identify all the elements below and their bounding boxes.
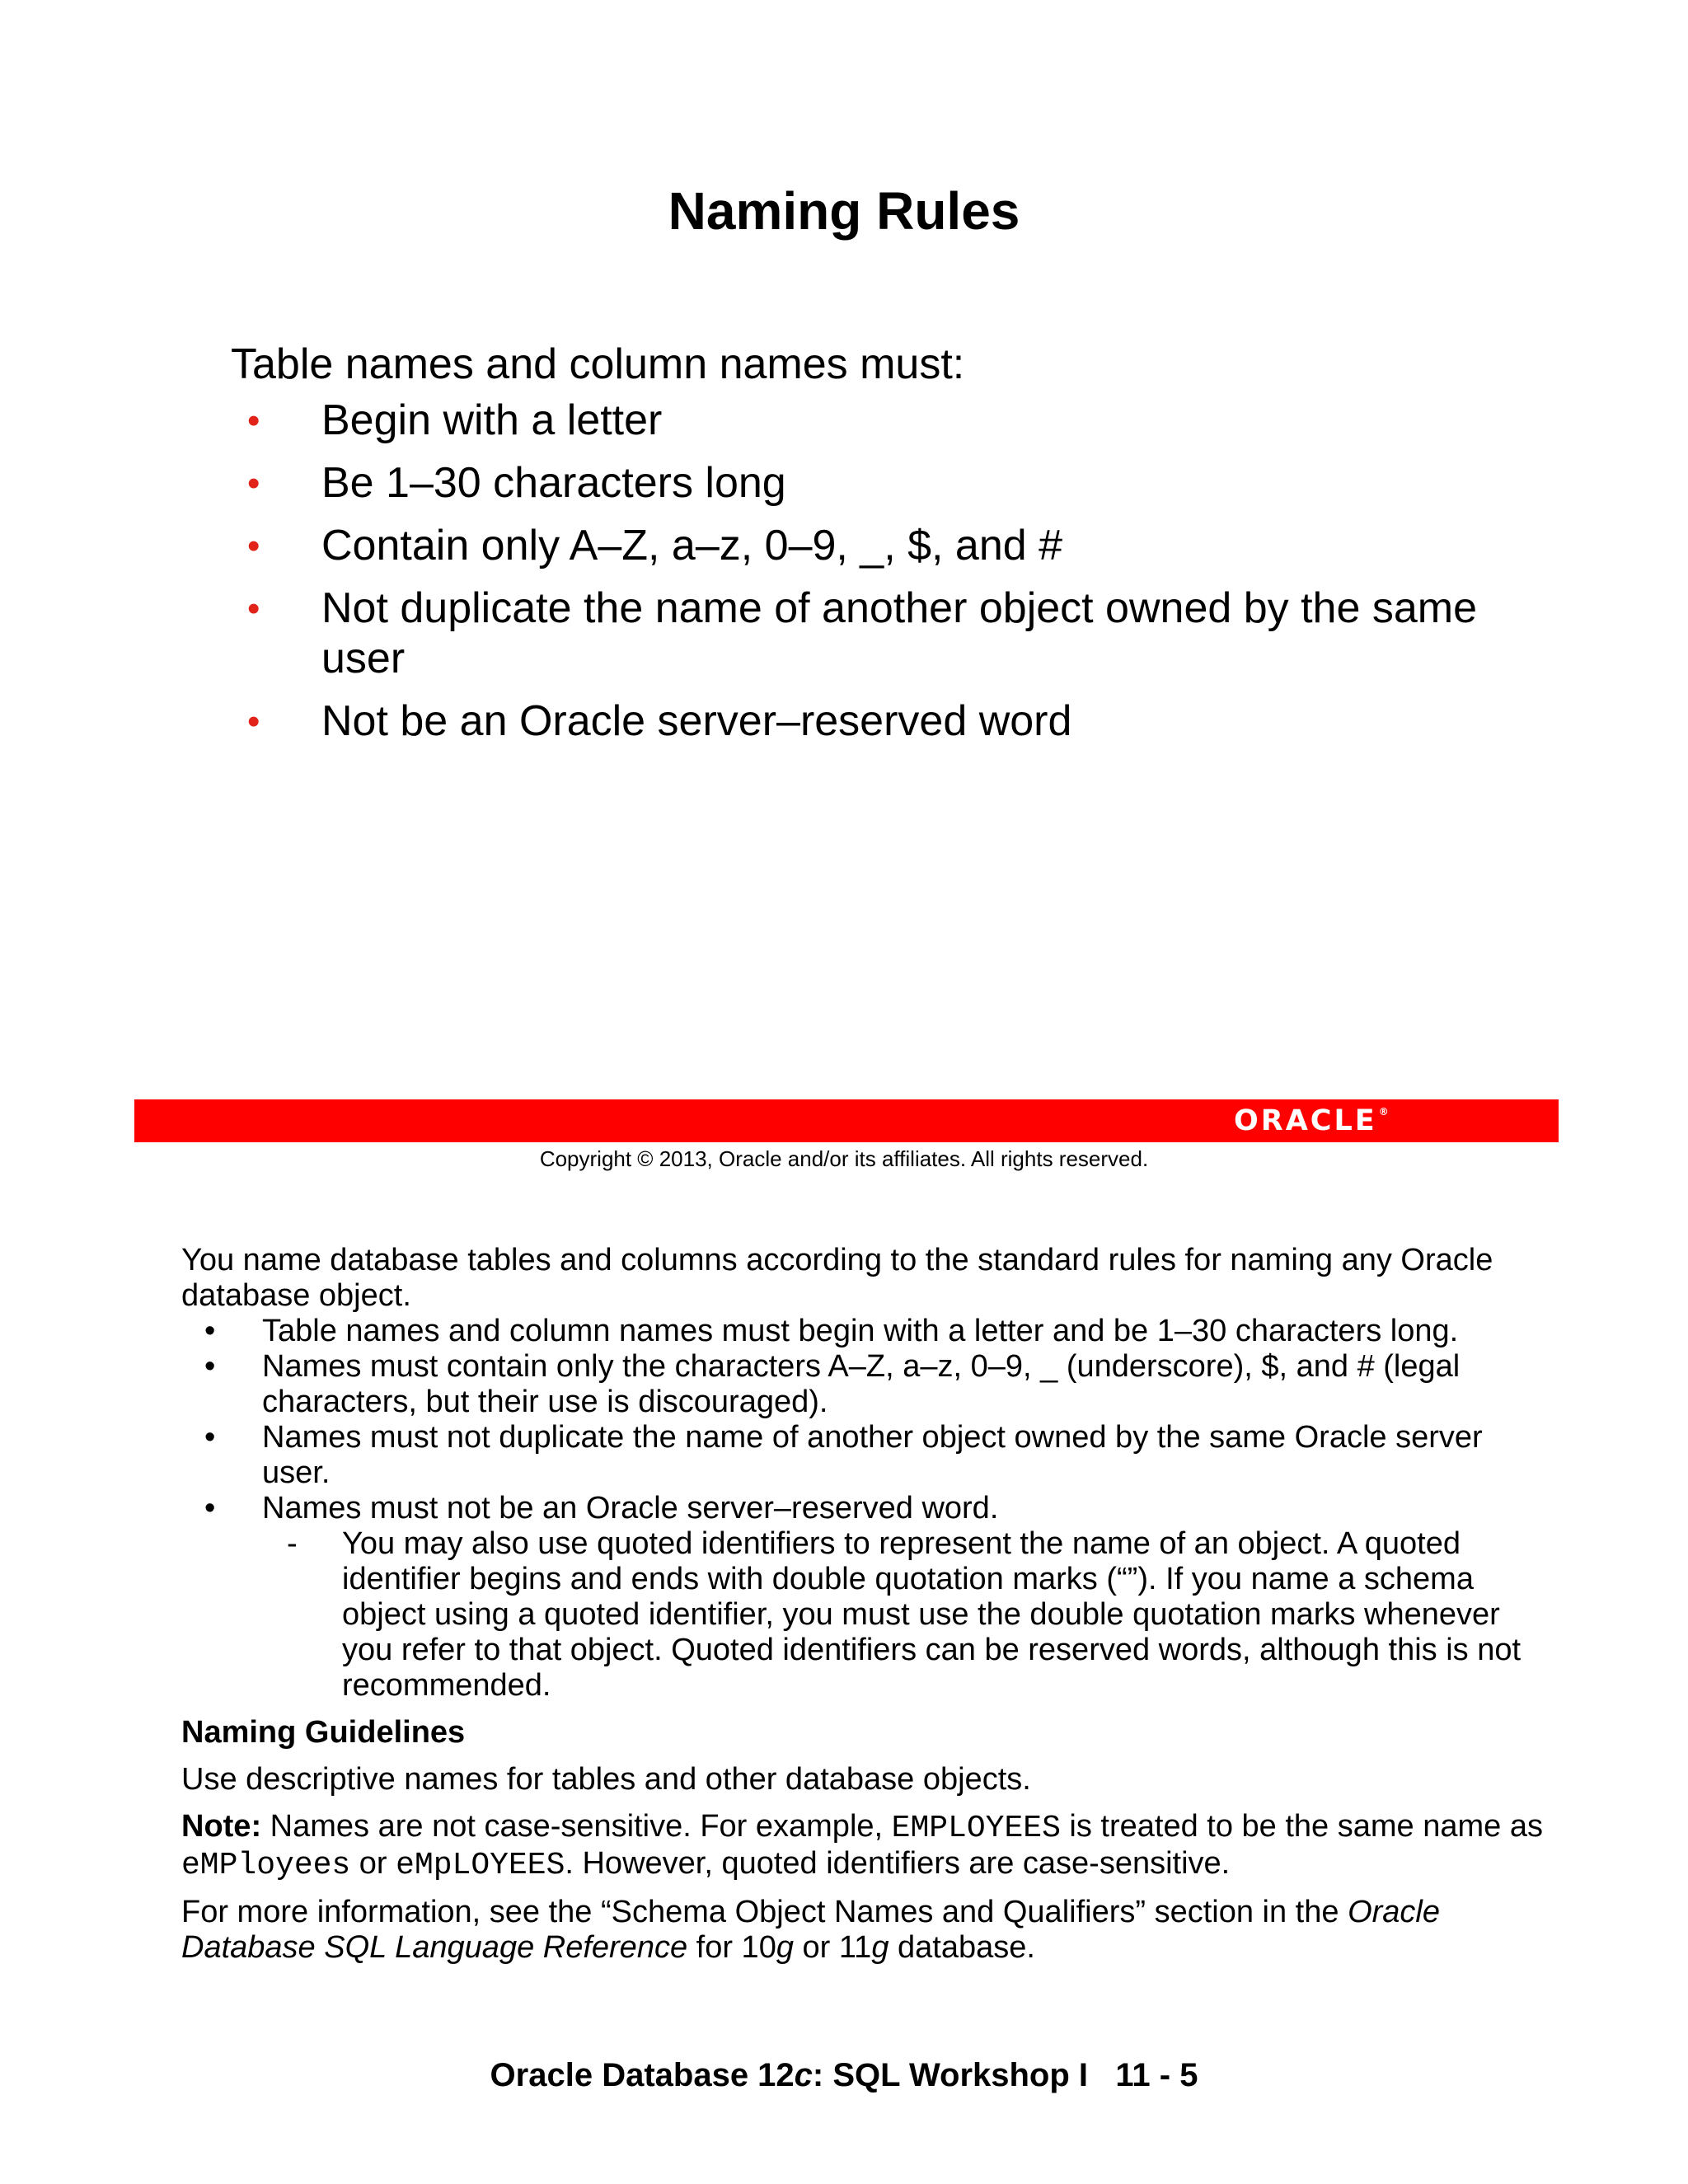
oracle-logo-text: ORACLE — [1234, 1104, 1377, 1137]
slide-bullet-item — [231, 583, 1508, 684]
slide-bullet-text: Not duplicate the name of another object owned by the same user — [321, 584, 1477, 682]
notes-bullet-item — [181, 1420, 1550, 1491]
more-info-italic: g — [871, 1930, 889, 1965]
slide-bullet-text: Be 1–30 characters long — [321, 459, 786, 507]
bullet-marker: • — [247, 463, 260, 504]
guidelines-text: Use descriptive names for tables and other database objects. — [181, 1762, 1031, 1797]
note-label: Note: — [181, 1809, 262, 1844]
note-code: eMPloyees — [181, 1848, 351, 1883]
more-info-text: database. — [889, 1930, 1035, 1965]
bullet-marker: • — [204, 1420, 216, 1455]
note-paragraph — [181, 1809, 1550, 1883]
slide-intro: Table names and column names must: — [231, 340, 965, 388]
copyright-notice: Copyright © 2013, Oracle and/or its affiliates. All rights reserved. — [539, 1146, 1149, 1171]
slide-bullet-item — [231, 458, 1467, 509]
note-text: or — [350, 1846, 396, 1881]
notes-bullet-text: Names must not duplicate the name of another object owned by the same Oracle server user. — [262, 1420, 1483, 1490]
notes-bullet-text: Names must contain only the characters A–Z, a–z, 0–9, _ (underscore), $, and # (legal characters, but their use is discouraged). — [262, 1349, 1461, 1419]
bullet-marker: • — [247, 526, 260, 566]
slide-bullet-text: Contain only A–Z, a–z, 0–9, _, $, and # — [321, 522, 1063, 569]
slide-bullet-item — [231, 521, 1467, 571]
more-info-text: or 11 — [793, 1930, 872, 1965]
notes-bullet-text: Names must not be an Oracle server–reserved word. — [262, 1491, 999, 1526]
notes-sub-text: You may also use quoted identifiers to represent the name of an object. A quoted identifier begins and ends with double quotation marks (“”). If you name a schema object using a quoted identifier, you must use the double quotation marks whenever you refer to that object. Quoted identifiers can be reserved words, although this is not recommended. — [342, 1526, 1522, 1703]
dash-marker: - — [287, 1526, 298, 1561]
note-text: Names are not case-sensitive. For example, — [261, 1809, 892, 1844]
bullet-marker: • — [247, 588, 260, 629]
registered-mark: ® — [1378, 1106, 1389, 1118]
more-info-italic: Oracle Database SQL Language Reference — [181, 1895, 1440, 1965]
notes-sub-item — [262, 1526, 1550, 1704]
note-text: . However, quoted identifiers are case-sensitive. — [565, 1846, 1231, 1881]
notes-sub-list — [262, 1526, 1550, 1704]
notes-bullet-item — [181, 1491, 1550, 1704]
guidelines-heading: Naming Guidelines — [181, 1715, 466, 1750]
bullet-marker: • — [204, 1349, 216, 1384]
bullet-marker: • — [247, 701, 260, 742]
bullet-marker: • — [204, 1314, 216, 1348]
speaker-notes — [181, 1243, 1550, 1966]
more-info-text: For more information, see the “Schema Object Names and Qualifiers” section in the — [181, 1895, 1348, 1929]
notes-bullet-item — [181, 1314, 1550, 1349]
slide-bullet-item — [231, 396, 1467, 446]
slide-bullet-text: Begin with a letter — [321, 396, 663, 444]
more-info-text: for 10 — [687, 1930, 776, 1965]
slide-bullet-item — [231, 696, 1467, 747]
footer-text: : SQL Workshop I 11 - 5 — [812, 2057, 1198, 2093]
note-code: EMPLOYEES — [891, 1811, 1061, 1846]
more-info-italic: g — [776, 1930, 794, 1965]
note-code: eMpLOYEES — [396, 1848, 565, 1883]
page-footer — [0, 2052, 1688, 2098]
oracle-logo — [1234, 1106, 1407, 1136]
notes-bullet-text: Table names and column names must begin with a letter and be 1–30 characters long. — [262, 1314, 1459, 1348]
bullet-marker: • — [247, 401, 260, 441]
notes-bullet-item — [181, 1349, 1550, 1420]
footer-italic: c — [794, 2057, 813, 2093]
slide-bullet-list — [231, 396, 1477, 759]
slide-title: Naming Rules — [668, 181, 1020, 241]
note-text: is treated to be the same name as — [1060, 1809, 1543, 1844]
notes-bullet-list — [181, 1314, 1550, 1704]
bullet-marker: • — [204, 1491, 216, 1526]
notes-intro: You name database tables and columns according to the standard rules for naming any Oracle database object. — [181, 1243, 1493, 1313]
footer-text: Oracle Database 12 — [490, 2057, 795, 2093]
more-info-paragraph — [181, 1895, 1550, 1966]
slide-bullet-text: Not be an Oracle server–reserved word — [321, 697, 1072, 745]
